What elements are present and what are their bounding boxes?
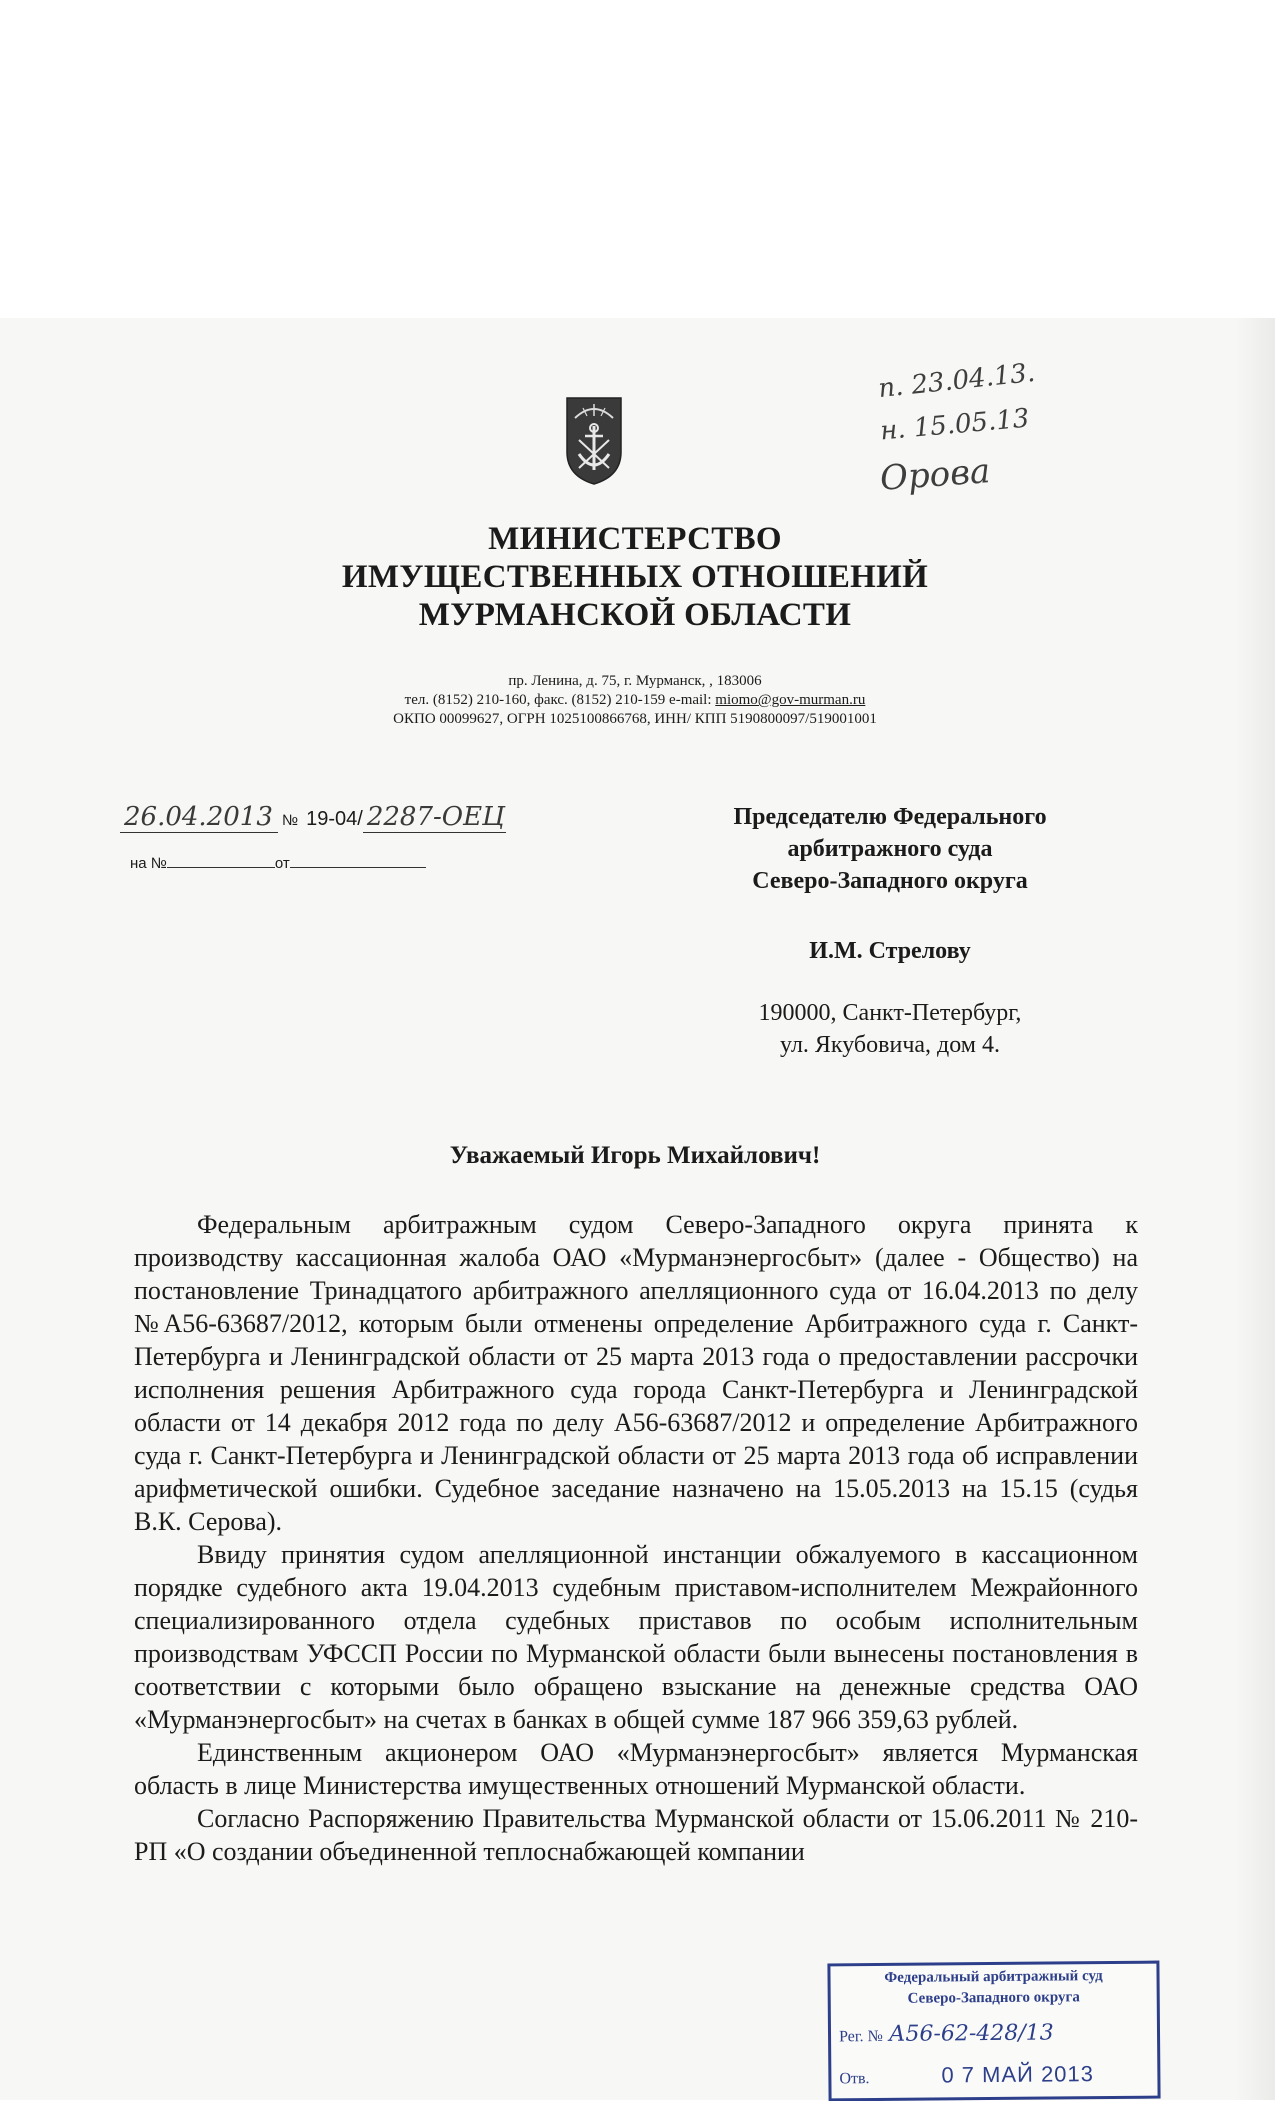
from-label: от [274,855,290,872]
reply-number-blank [167,855,275,868]
handwritten-signature-note: Орова [878,451,992,499]
coat-of-arms-icon [565,396,623,486]
ministry-line: ИМУЩЕСТВЕННЫХ ОТНОШЕНИЙ [341,559,929,595]
stamp-reg-row [839,2020,1054,2047]
phone-fax-text: тел. (8152) 210-160, факс. (8152) 210-159 e-mail: [404,692,716,708]
paragraph: Единственным акционером ОАО «Мурманэнергосбыт» является Мурманская область в лице Министерства имущественных отношений Мурманской области. [134,1738,1138,1800]
addressee-title-line: арбитражного суда [787,836,993,862]
scan-shadow [1235,318,1275,2100]
stamp-title-line: Северо-Западного округа [907,1989,1080,2007]
handwritten-note: н. 15.05.13 [878,403,1031,447]
stamp-title-line: Федеральный арбитражный суд [884,1968,1103,1986]
stamp-reg-number: А56-62-428/13 [888,2020,1054,2047]
outgoing-number-prefix: 19-04/ [306,808,363,830]
ministry-name [300,520,970,634]
addressee-postal-line: ул. Якубовича, дом 4. [780,1032,1000,1058]
handwritten-note: п. 23.04.13. [876,357,1037,405]
phone-line [300,691,970,710]
addressee-title-line: Председателю Федерального [733,804,1047,830]
ministry-line: МУРМАНСКОЙ ОБЛАСТИ [418,597,852,633]
on-no-label: на № [130,855,167,872]
addressee-postal-line: 190000, Санкт-Петербург, [758,1000,1022,1026]
codes-line: ОКПО 00099627, ОГРН 1025100866768, ИНН/ КПП 5190800097/519001001 [393,711,877,727]
stamp-date: 0 7 МАЙ 2013 [941,2061,1095,2088]
reply-reference [130,855,426,872]
paragraph: Федеральным арбитражным судом Северо-Западного округа принята к производству кассационная жалоба ОАО «Мурманэнергосбыт» (далее - Общество) на постановление Тринадцатого арбитражного апелляционного суда от 16.04.2013 по делу №А56-63687/2012, которым были отменены определение Арбитражного суда г. Санкт-Петербурга и Ленинградской области от 25 марта 2013 года о предоставлении рассрочки исполнения решения Арбитражного суда города Санкт-Петербурга и Ленинградской области от 14 декабря 2012 года по делу А56-63687/2012 и определение Арбитражного суда г. Санкт-Петербурга и Ленинградской области от 25 марта 2013 года об исправлении арифметической ошибки. Судебное заседание назначено на 15.05.2013 на 15.15 (судья В.К. Серова). [134,1210,1138,1536]
email-link[interactable]: miomo@gov-murman.ru [715,692,866,708]
paragraph: Ввиду принятия судом апелляционной инстанции обжалуемого в кассационном порядке судебного акта 19.04.2013 судебным приставом-исполнителем Межрайонного специализированного отдела судебных приставов по особым исполнительным производствам УФССП России по Мурманской области были вынесены постановления в соответствии с которыми было обращено взыскание на денежные средства ОАО «Мурманэнергосбыт» на счетах в банках в общей сумме 187 966 359,63 рублей. [134,1540,1138,1734]
outgoing-date: 26.04.2013 [120,802,278,833]
outgoing-number: 2287-ОЕЦ [363,802,506,833]
addressee-name: И.М. Стрелову [809,938,971,964]
reply-date-blank [290,855,426,868]
number-sign: № [282,812,299,829]
paragraph: Согласно Распоряжению Правительства Мурманской области от 15.06.2011 № 210-РП «О создании объединенной теплоснабжающей компании [134,1804,1138,1866]
outgoing-registration [120,802,506,833]
address-line: пр. Ленина, д. 75, г. Мурманск, , 183006 [508,673,762,689]
stamp-reg-label: Рег. № [838,2027,883,2046]
stamp-otv-label: Отв. [839,2070,870,2088]
addressee-block [680,801,1100,1061]
addressee-title-line: Северо-Западного округа [752,868,1028,894]
court-registration-stamp [827,1961,1160,2101]
salutation: Уважаемый Игорь Михайлович! [449,1142,821,1169]
letter-body [134,1208,1138,1868]
contact-block [300,672,970,729]
ministry-line: МИНИСТЕРСТВО [488,521,782,557]
